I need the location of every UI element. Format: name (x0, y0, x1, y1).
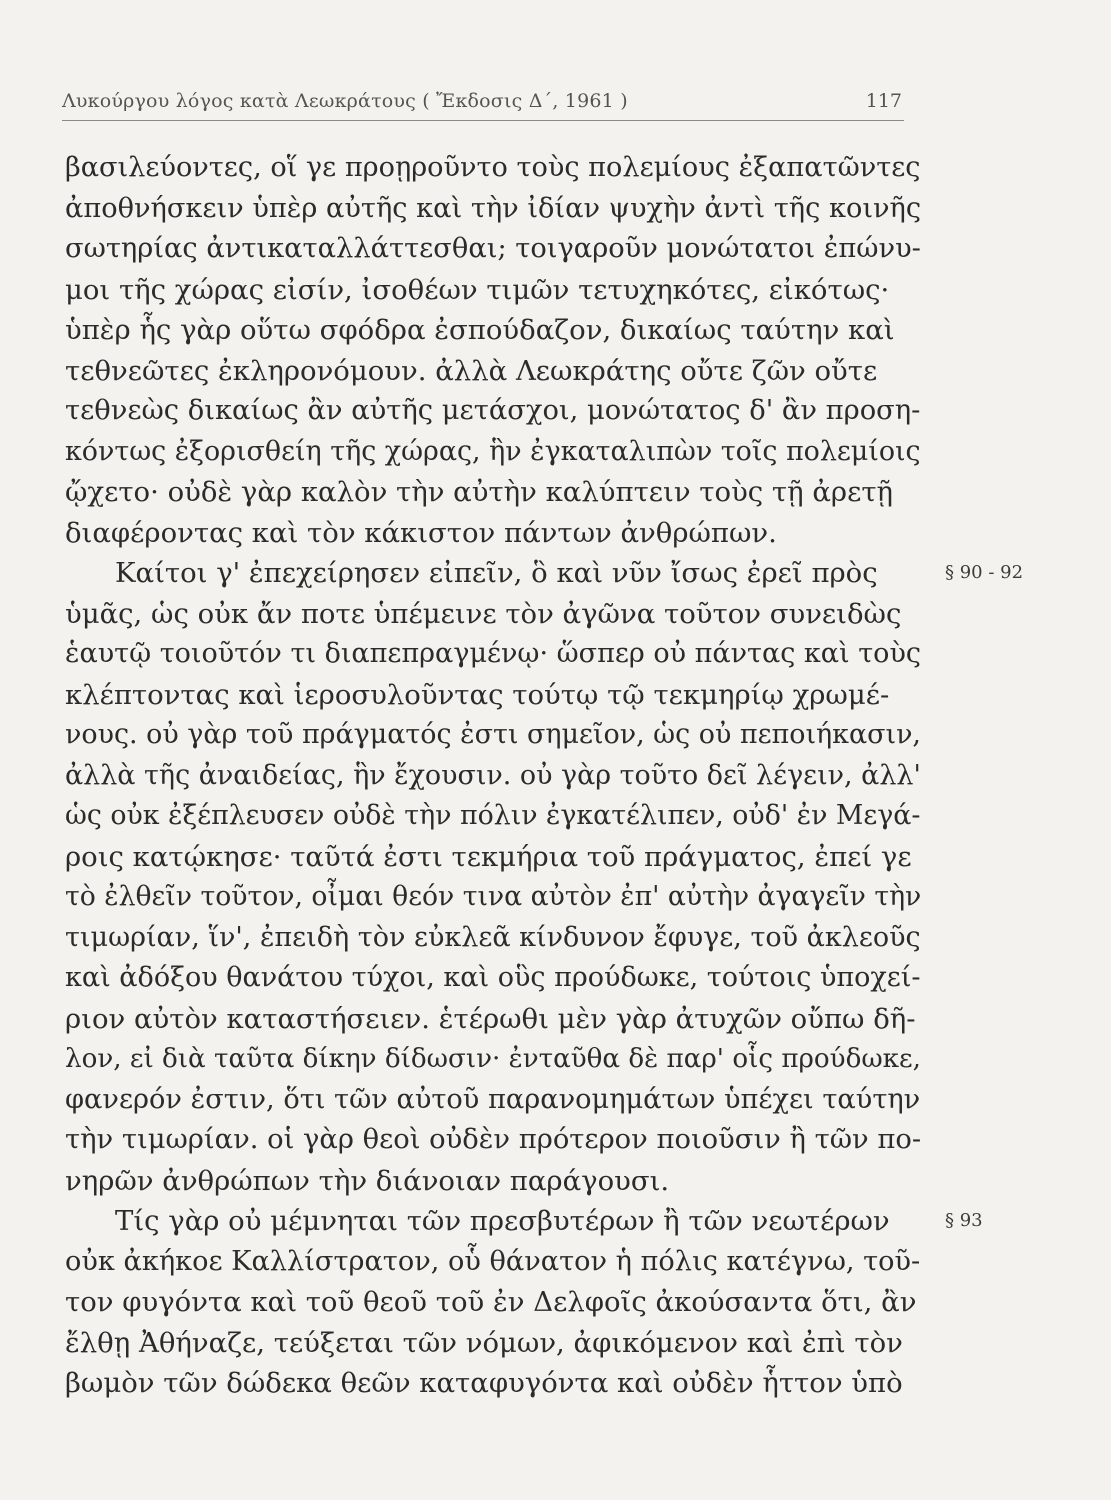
text-line-4: μοι τῆς χώρας εἰσίν, ἰσοθέων τιμῶν τετυχηκότες, εἰκότως· (65, 273, 890, 306)
body-text (65, 148, 1024, 1404)
text-line-26: νηρῶν ἀνθρώπων τὴν διάνοιαν παράγουσι. (65, 1164, 670, 1197)
text-line-19: τὸ ἐλθεῖν τοῦτον, οἶμαι θεόν τινα αὐτὸν ἐπ' αὐτὴν ἀγαγεῖν τὴν (65, 881, 922, 912)
text-line-30: ἔλθῃ Ἀθήναζε, τεύξεται τῶν νόμων, ἀφικόμενον καὶ ἐπὶ τὸν (65, 1326, 903, 1359)
paragraph-start-line (65, 553, 1024, 594)
text-line-27: Τίς γὰρ οὐ μέμνηται τῶν πρεσβυτέρων ἢ τῶν νεωτέρων (115, 1205, 890, 1237)
text-line-24: φανερόν ἐστιν, ὅτι τῶν αὐτοῦ παρανομημάτων ὑπέχει ταύτην (65, 1083, 921, 1115)
text-line-22: ριον αὐτὸν καταστήσειεν. ἑτέρωθι μὲν γὰρ ἀτυχῶν οὔπω δῆ- (65, 1002, 916, 1035)
text-line-18: ροις κατῴκησε· ταῦτά ἐστι τεκμήρια τοῦ πράγματος, ἐπεί γε (65, 840, 912, 873)
paragraph-start-line (65, 1201, 983, 1242)
text-line-10: διαφέροντας καὶ τὸν κάκιστον πάντων ἀνθρώπων. (65, 516, 777, 549)
text-line-12: ὑμᾶς, ὡς οὐκ ἄν ποτε ὑπέμεινε τὸν ἀγῶνα τοῦτον συνειδὼς (65, 597, 902, 630)
margin-note-section-93: § 93 (945, 1210, 983, 1231)
text-line-14: κλέπτοντας καὶ ἱεροσυλοῦντας τούτῳ τῷ τεκμηρίῳ χρωμέ- (65, 678, 890, 711)
text-line-11: Καίτοι γ' ἐπεχείρησεν εἰπεῖν, ὃ καὶ νῦν ἴσως ἐρεῖ πρὸς (115, 557, 878, 589)
text-line-29: τον φυγόντα καὶ τοῦ θεοῦ τοῦ ἐν Δελφοῖς ἀκούσαντα ὅτι, ἂν (65, 1286, 917, 1318)
page-number: 117 (865, 90, 902, 112)
margin-note-section-90-92: § 90 - 92 (945, 562, 1024, 583)
text-line-28: οὐκ ἀκήκοε Καλλίστρατον, οὗ θάνατον ἡ πόλις κατέγνω, τοῦ- (65, 1245, 921, 1277)
text-line-7: τεθνεὼς δικαίως ἂν αὐτῆς μετάσχοι, μονώτατος δ' ἂν προση- (65, 395, 921, 426)
text-line-3: σωτηρίας ἀντικαταλλάττεσθαι; τοιγαροῦν μονώτατοι ἐπώνυ- (65, 233, 921, 264)
text-line-8: κόντως ἐξορισθείη τῆς χώρας, ἣν ἐγκαταλιπὼν τοῖς πολεμίοις (65, 435, 921, 467)
text-line-13: ἑαυτῷ τοιοῦτόν τι διαπεπραγμένῳ· ὥσπερ οὐ πάντας καὶ τοὺς (65, 638, 921, 669)
text-line-31: βωμὸν τῶν δώδεκα θεῶν καταφυγόντα καὶ οὐδὲν ἧττον ὑπὸ (65, 1367, 903, 1399)
text-line-17: ὡς οὐκ ἐξέπλευσεν οὐδὲ τὴν πόλιν ἐγκατέλιπεν, οὐδ' ἐν Μεγά- (65, 800, 921, 831)
text-line-2: ἀποθνήσκειν ὑπὲρ αὐτῆς καὶ τὴν ἰδίαν ψυχὴν ἀντὶ τῆς κοινῆς (65, 192, 922, 224)
text-line-16: ἀλλὰ τῆς ἀναιδείας, ἣν ἔχουσιν. οὐ γὰρ τοῦτο δεῖ λέγειν, ἀλλ' (65, 759, 921, 791)
text-line-21: καὶ ἀδόξου θανάτου τύχοι, καὶ οὓς προύδωκε, τούτοις ὑποχεί- (65, 962, 921, 993)
text-line-20: τιμωρίαν, ἵν', ἐπειδὴ τὸν εὐκλεᾶ κίνδυνον ἔφυγε, τοῦ ἀκλεοῦς (65, 921, 921, 953)
text-line-23: λον, εἰ διὰ ταῦτα δίκην δίδωσιν· ἐνταῦθα δὲ παρ' οἷς προύδωκε, (65, 1044, 921, 1074)
text-line-9: ᾤχετο· οὐδὲ γὰρ καλὸν τὴν αὐτὴν καλύπτειν τοὺς τῇ ἀρετῇ (65, 476, 894, 508)
text-line-25: τὴν τιμωρίαν. οἱ γὰρ θεοὶ οὐδὲν πρότερον ποιοῦσιν ἢ τῶν πο- (65, 1124, 922, 1155)
text-line-15: νους. οὐ γὰρ τοῦ πράγματός ἐστι σημεῖον, ὡς οὐ πεποιήκασιν, (65, 719, 921, 750)
text-line-6: τεθνεῶτες ἐκληρονόμουν. ἀλλὰ Λεωκράτης οὔτε ζῶν οὔτε (65, 354, 878, 387)
text-line-1: βασιλεύοντες, οἵ γε προῃροῦντο τοὺς πολεμίους ἐξαπατῶντες (65, 152, 921, 183)
text-line-5: ὑπὲρ ἧς γὰρ οὕτω σφόδρα ἐσπούδαζον, δικαίως ταύτην καὶ (65, 314, 895, 346)
running-title: Λυκούργου λόγος κατὰ Λεωκράτους ( Ἔκδοσις Δ΄, 1961 ) (62, 90, 628, 112)
running-header (62, 86, 904, 121)
